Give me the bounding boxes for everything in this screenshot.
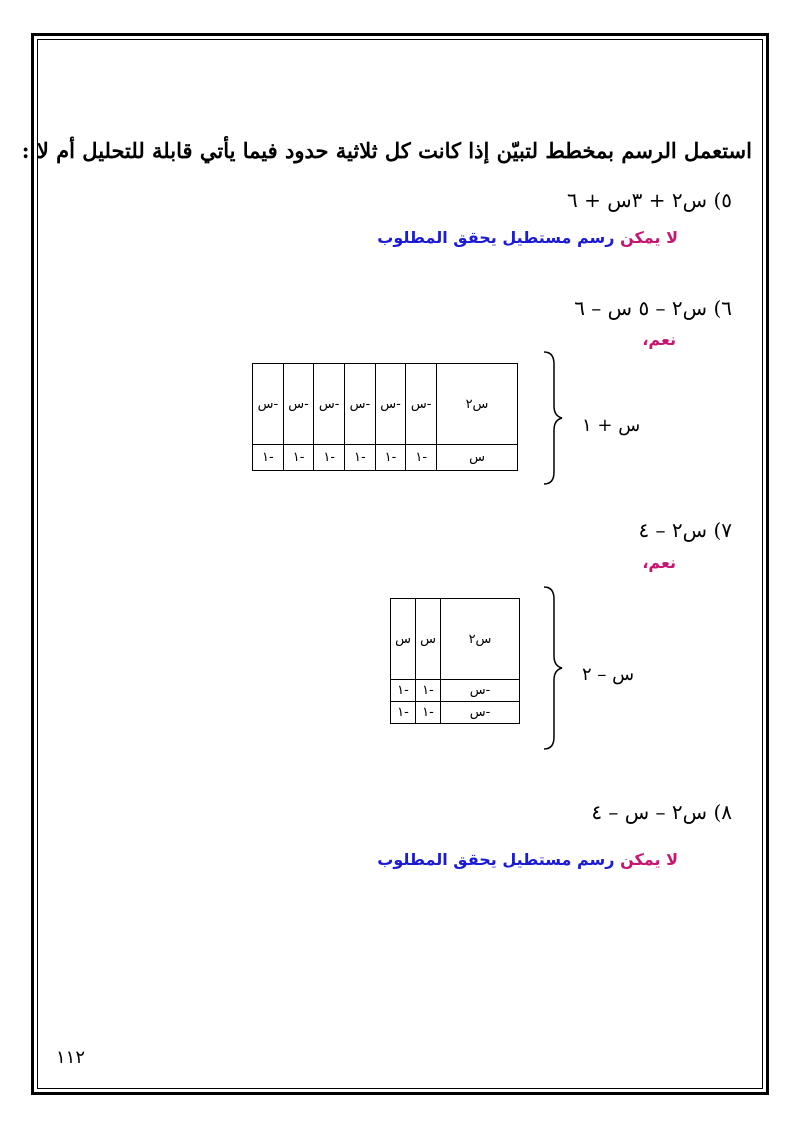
brace-icon [540,585,570,751]
tile-cell: -١ [416,702,441,724]
tile-row [253,445,518,471]
problem-6 [574,296,732,320]
tile-cell: س [416,599,441,680]
answer-6: نعم، [642,330,676,349]
answer-8 [377,850,678,869]
tile-cell: -١ [416,680,441,702]
side-label-6: س + ١ [582,415,641,436]
problem-5-expression: س٢ + ٣س + ٦ [567,188,708,212]
tile-cell: -س [441,702,520,724]
answer-5-no: لا يمكن [620,228,678,247]
problem-7-label: ٧) [713,518,732,542]
answer-5 [377,228,678,247]
tile-cell: -س [283,364,314,445]
instruction-text: استعمل الرسم بمخطط لتبيّن إذا كانت كل ثلاثية حدود فيما يأتي قابلة للتحليل أم لا : [21,138,752,163]
tile-row [253,364,518,445]
tile-table-7 [390,598,520,724]
tile-cell: س [437,445,518,471]
problem-7-expression: س٢ – ٤ [638,518,708,542]
tile-cell: -س [406,364,437,445]
tile-cell: -س [253,364,284,445]
tile-cell: -١ [391,702,416,724]
tile-row [391,702,520,724]
tile-cell: -١ [406,445,437,471]
answer-8-rest: رسم مستطيل يحقق المطلوب [377,850,615,869]
tile-cell: -١ [314,445,345,471]
tile-cell: -س [441,680,520,702]
tile-cell: -س [314,364,345,445]
page-number: ١١٢ [56,1047,86,1068]
answer-8-no: لا يمكن [620,850,678,869]
problem-8-expression: س٢ – س – ٤ [591,800,708,824]
answer-7: نعم، [642,553,676,572]
tile-cell: -س [375,364,406,445]
tile-cell: س٢ [437,364,518,445]
answer-5-rest: رسم مستطيل يحقق المطلوب [377,228,615,247]
tile-cell: س٢ [441,599,520,680]
tile-cell: -١ [253,445,284,471]
problem-6-expression: س٢ – ٥ س – ٦ [574,296,708,320]
side-label-7: س – ٢ [582,664,635,685]
tile-cell: -س [345,364,376,445]
tile-cell: س [391,599,416,680]
tile-row [391,680,520,702]
problem-8-label: ٨) [713,800,732,824]
problem-8 [591,800,732,824]
problem-5-label: ٥) [713,188,732,212]
tile-table-6 [252,363,518,471]
problem-6-label: ٦) [713,296,732,320]
tile-cell: -١ [283,445,314,471]
tile-cell: -١ [375,445,406,471]
problem-7 [638,518,732,542]
problem-5 [567,188,732,212]
tile-cell: -١ [345,445,376,471]
tile-cell: -١ [391,680,416,702]
tile-row [391,599,520,680]
brace-icon [540,350,570,486]
